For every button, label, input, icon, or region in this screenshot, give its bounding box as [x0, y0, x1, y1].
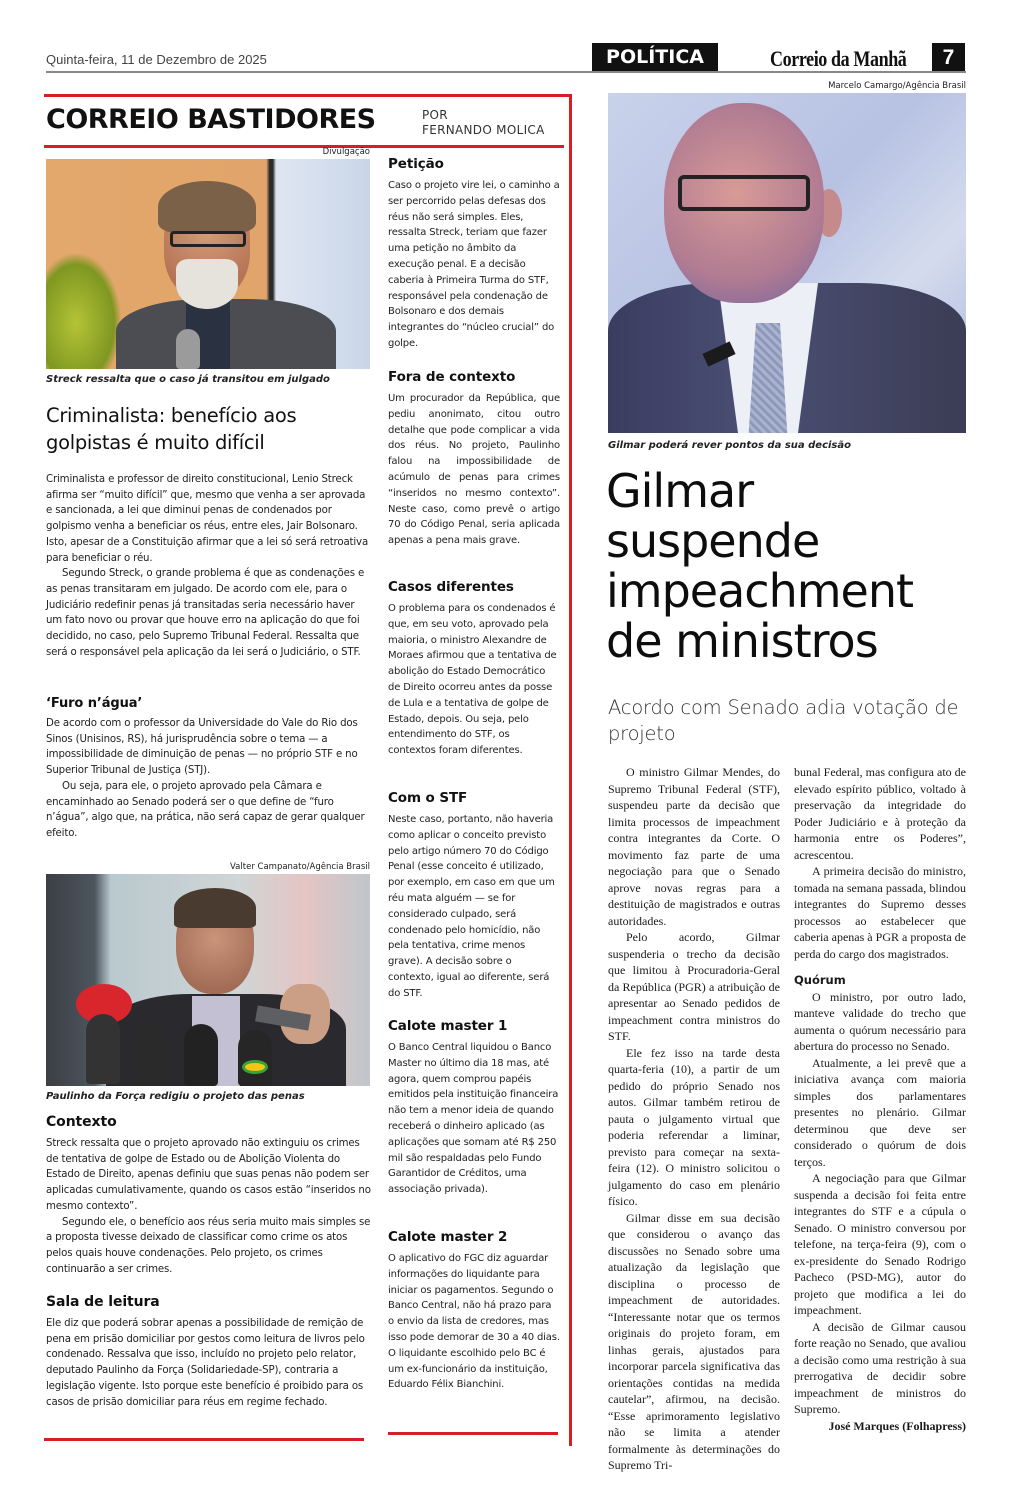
person-hair [158, 181, 256, 233]
photo-credit-paulinho: Valter Campanato/Agência Brasil [230, 862, 370, 872]
article-headline-gilmar: Gilmar suspende impeachment de ministros [606, 464, 914, 668]
article-body-criminalista [46, 472, 372, 660]
microphone-icon [176, 329, 200, 369]
section-body-sala-de-leitura [46, 1316, 372, 1410]
plant-shape [46, 254, 121, 369]
article-body-gilmar-col2 [794, 764, 966, 1434]
article-headline-criminalista: Criminalista: benefício aos golpistas é muito difícil [46, 404, 297, 454]
paragraph: bunal Federal, mas configura ato de elevado espírito público, voltado à preservação da integridade do Poder Judiciário e à proteção da harmonia entre os Poderes”, acrescentou. [794, 765, 966, 862]
microphone-icon [238, 1030, 272, 1086]
column-frame-bottom-left [44, 1438, 364, 1441]
microphone-icon [86, 1014, 120, 1084]
person-glasses [170, 231, 246, 247]
paragraph: Segundo Streck, o grande problema é que as condenações e as penas transitaram em julgado. De acordo com ele, para o Judiciário redefinir penas já transitadas seria necessário haver um fato novo ou provar que houve erro na aplicação do que foi decidido, no caso, pelo Supremo Tribunal Federal. Ressalta que será o responsável pela aplicação da lei será o Judiciário, o STF. [46, 568, 365, 658]
page-number: 7 [932, 43, 965, 73]
section-body-furo-nagua [46, 716, 372, 842]
subhead-contexto: Contexto [46, 1114, 117, 1130]
paragraph: Ele diz que poderá sobrar apenas a possibilidade de remição de pena em prisão domiciliar por gestos como leitura de livros pelo condenado. Ressalva que isso, incluído no projeto pelo relator, deputado Paulinho da Força (Solidariedade-SP), contraria a legislação vigente. Isto porque este benefício é proibido para os casos de prisão domiciliar para réus em regime fechado. [46, 1318, 365, 1408]
subhead-sala-de-leitura: Sala de leitura [46, 1294, 160, 1310]
note-body-fora-de-contexto: Um procurador da República, que pediu anonimato, citou outro detalhe que pode complicar a vida dos réus. No projeto, Paulinho falou na impossibilidade de acúmulo de penas para crimes “inseridos no mesmo contexto”. Neste caso, como prevê o artigo 70 do Código Penal, seria aplicada apenas a pena mais grave. [388, 393, 560, 547]
photo-streck [46, 159, 370, 369]
paragraph: Streck ressalta que o projeto aprovado não extinguiu os crimes de tentativa de golpe de Estado ou de Abolição Violenta do Estado de Direito, apenas definiu que suas penas não podem ser aplicadas cumulativamente, quando os casos estão “inseridos no mesmo contexto”. [46, 1138, 371, 1212]
subhead-furo-nagua: ‘Furo n’água’ [46, 696, 143, 711]
photo-gilmar [608, 93, 966, 433]
column-byline [422, 108, 545, 138]
subhead-peticao: Petição [388, 156, 444, 172]
newspaper-logo: Correio da Manhã [770, 46, 907, 71]
paragraph: De acordo com o professor da Universidade do Vale do Rio dos Sinos (Unisinos, RS), há jurisprudência sobre o tema — a impossibilidade de diminuição de penas — no próprio STF e no Superior Tribunal de Justiça (STJ). [46, 718, 358, 777]
issue-date: Quinta-feira, 11 de Dezembro de 2025 [46, 52, 267, 67]
paragraph: Gilmar disse em sua decisão que considerou o avanço das discussões no Senado sobre uma atualização da legislação que disciplina o processo de impeachment de autoridades. “Interessante notar que os termos originais do projeto foram, em linhas gerais, ajustados para incorporar parcela significativa das orientações contidas na medida cautelar”, afirmou, na decisão. “Esse aprimoramento legislativo não se limita a atender formalmente às determinações do Supremo Tri- [608, 1210, 780, 1472]
photo-caption-streck: Streck ressalta que o caso já transitou em julgado [46, 374, 330, 385]
note-body-peticao: Caso o projeto vire lei, o caminho a ser percorrido pelas defesas dos réus não será simples. Eles, ressalta Streck, teriam que fazer uma petição no âmbito da execução penal. E a decisão caberia à Primeira Turma do STF, responsável pela condenação de Bolsonaro e dos demais integrantes do “núcleo crucial” do golpe. [388, 180, 560, 349]
subhead-calote-master-1: Calote master 1 [388, 1018, 508, 1034]
subhead-quorum: Quórum [794, 973, 846, 987]
paragraph: Criminalista e professor de direito constitucional, Lenio Streck afirma ser “muito difícil” que, mesmo que venha a ser aprovada e sancionada, a lei que diminui penas de condenados por golpismo venha a beneficiar os réus, entre eles, Jair Bolsonaro. Isto, apesar de a Constituição afirmar que a lei só será retroativa para beneficiar o réu. [46, 474, 369, 564]
photo-caption-paulinho: Paulinho da Força redigiu o projeto das penas [46, 1091, 305, 1102]
subhead-fora-de-contexto: Fora de contexto [388, 369, 516, 385]
paragraph: O ministro Gilmar Mendes, do Supremo Tribunal Federal (STF), suspendeu parte da decisão que limita processos de impeachment contra integrantes da Corte. O movimento faz parte de uma negociação para que o Senado aprove novas regras para a destituição de magistrados e outras autoridades. [608, 765, 780, 928]
paragraph: O ministro, por outro lado, manteve validade do trecho que aumenta o quórum necessário para abertura do processo no Senado. [794, 989, 966, 1053]
person-hair [174, 888, 256, 928]
microphone-icon [184, 1024, 218, 1086]
article-body-gilmar-col1 [608, 764, 780, 1474]
paragraph: Segundo ele, o benefício aos réus seria muito mais simples se a proposta tivesse deixado de classificar como crime os atos pelos quais houve condenações. Pelo projeto, os crimes continuarão a ser crimes. [46, 1216, 371, 1275]
header-divider [46, 71, 966, 73]
subhead-casos-diferentes: Casos diferentes [388, 579, 514, 595]
column-byline-prefix: POR [422, 108, 448, 122]
paragraph: Atualmente, a lei prevê que a iniciativa avança com maioria simples dos parlamentares presentes no plenário. Gilmar determinou que deve ser considerado o quórum de dois terços. [794, 1055, 966, 1169]
note-body-casos-diferentes: O problema para os condenados é que, em seu voto, aprovado pela maioria, o ministro Alexandre de Moraes afirmou que a tentativa de abolição do Estado Democrático de Direito ocorreu antes da posse de Lula e a tentativa de golpe de Estado, depois. Ou seja, pelo entendimento do STF, os contextos foram diferentes. [388, 603, 557, 757]
note-body-calote-master-2: O aplicativo do FGC diz aguardar informações do liquidante para iniciar os pagamentos. Segundo o Banco Central, não há prazo para o envio da lista de credores, mas isso pode demorar de 30 a 40 dias. O liquidante escolhido pelo BC é um ex-funcionário da instituição, Eduardo Félix Bianchini. [388, 1253, 560, 1391]
photo-credit-streck: Divulgação [322, 147, 370, 157]
paragraph: Pelo acordo, Gilmar suspenderia o trecho da decisão que limitou à Procuradoria-Geral da República (PGR) a atribuição de apresentar ao Senado pedidos de impeachment contra ministros do STF. [608, 930, 780, 1043]
column-title: CORREIO BASTIDORES [46, 104, 376, 135]
person-beard [176, 259, 238, 309]
paragraph: Ou seja, para ele, o projeto aprovado pela Câmara e encaminhado ao Senado poderá ser o que define de “furo n’água”, algo que, na prática, não será capaz de gerar qualquer efeito. [46, 780, 365, 839]
column-author: FERNANDO MOLICA [422, 123, 545, 137]
microphone-icon [132, 1024, 166, 1086]
photo-paulinho [46, 874, 370, 1086]
note-body-calote-master-1: O Banco Central liquidou o Banco Master no último dia 18 mas, até agora, quem comprou papéis emitidos pela instituição financeira não tem a menor ideia de quando receberá o dinheiro aplicado (as aplicações que somam até R$ 250 mil são respaldadas pelo Fundo Garantidor de Créditos, uma associação privada). [388, 1042, 559, 1196]
paragraph: A negociação para que Gilmar suspenda a decisão foi feita entre integrantes do STF e a cúpula o Senado. O ministro conversou por telefone, na terça-feira (9), com o ex-presidente do Senado Rodrigo Pacheco (PSD-MG), autor do projeto que modifica a lei do impeachment. [794, 1171, 966, 1317]
paragraph: Ele fez isso na tarde desta quarta-feria (10), a partir de um pedido do próprio Senado nos autos. Gilmar também retirou de pauta o julgamento virtual que poderia referendar a liminar, previsto para começar na sexta-feira (12). O ministro solicitou o julgamento do caso em plenário físico. [608, 1045, 780, 1208]
paragraph: A decisão de Gilmar causou forte reação no Senado, que avaliou a decisão como uma restrição à sua prerrogativa de decidir sobre impeachment de ministros do Supremo. [794, 1319, 966, 1416]
section-label: POLÍTICA [592, 43, 718, 71]
photo-caption-gilmar: Gilmar poderá rever pontos da sua decisão [608, 440, 851, 451]
article-byline: José Marques (Folhapress) [828, 1418, 966, 1433]
column-frame-bottom-mid [388, 1432, 558, 1435]
section-body-contexto [46, 1136, 372, 1277]
subhead-com-o-stf: Com o STF [388, 790, 468, 806]
article-deck: Acordo com Senado adia votação de projeto [608, 696, 959, 745]
note-body-com-o-stf: Neste caso, portanto, não haveria como aplicar o conceito previsto pelo artigo número 70 do Código Penal (esse conceito é utilizado, por exemplo, em caso em que um réu mata alguém — se for considerado culpado, será condenado pelo homicídio, não pela tentativa, crime menos grave). A decisão sobre o contexto, igual ao diferente, será do STF. [388, 814, 555, 999]
paragraph: A primeira decisão do ministro, tomada na semana passada, blindou integrantes do Supremo desses processos ao estabelecer que caberia apenas à PGR a proposta de perda do cargo dos magistrados. [794, 864, 966, 961]
broadcaster-logo-icon [242, 1060, 268, 1074]
person-glasses [678, 175, 810, 211]
photo-credit-gilmar: Marcelo Camargo/Agência Brasil [828, 81, 966, 91]
subhead-calote-master-2: Calote master 2 [388, 1229, 508, 1245]
